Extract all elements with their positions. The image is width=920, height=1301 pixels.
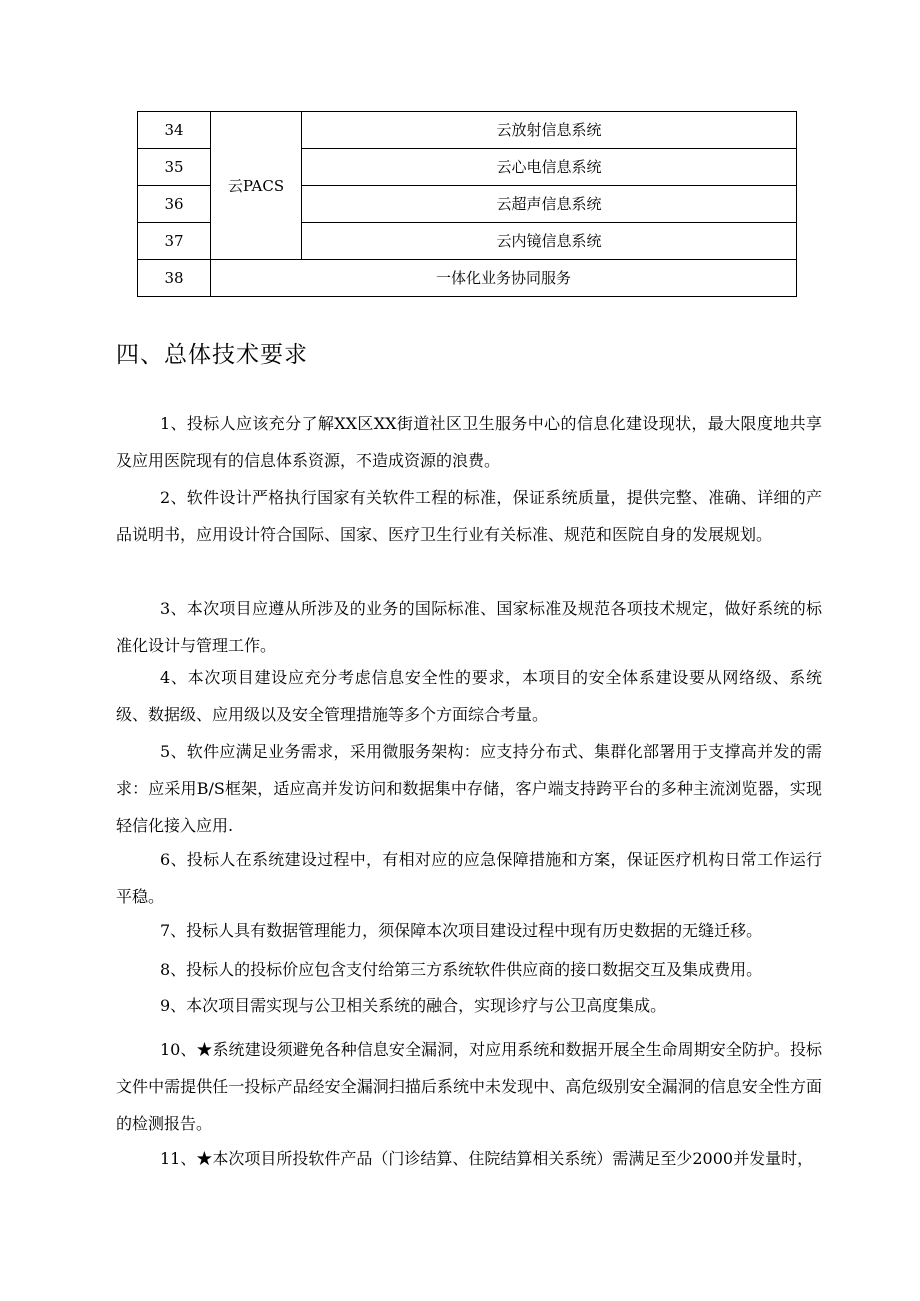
requirement-paragraph: 3、本次项目应遵从所涉及的业务的国际标准、国家标准及规范各项技术规定，做好系统的标准化设计与管理工作。	[116, 599, 822, 655]
requirement-paragraph: 7、投标人具有数据管理能力，须保障本次项目建设过程中现有历史数据的无缝迁移。	[160, 921, 763, 940]
requirement-paragraph: 6、投标人在系统建设过程中，有相对应的应急保障措施和方案，保证医疗机构日常工作运行平稳。	[116, 850, 822, 906]
table-row	[138, 260, 797, 297]
requirement-paragraph: 8、投标人的投标价应包含支付给第三方系统软件供应商的接口数据交互及集成费用。	[160, 960, 763, 979]
requirement-paragraph: 1、投标人应该充分了解XX区XX街道社区卫生服务中心的信息化建设现状，最大限度地共享及应用医院现有的信息体系资源，不造成资源的浪费。	[116, 414, 822, 470]
requirement-paragraph: 9、本次项目需实现与公卫相关系统的融合，实现诊疗与公卫高度集成。	[160, 996, 667, 1015]
requirement-paragraph: 4、本次项目建设应充分考虑信息安全性的要求，本项目的安全体系建设要从网络级、系统级、数据级、应用级以及安全管理措施等多个方面综合考量。	[116, 668, 822, 724]
group-label-cell: 云PACS	[211, 112, 302, 260]
requirement-paragraph: 2、软件设计严格执行国家有关软件工程的标准，保证系统质量，提供完整、准确、详细的产品说明书，应用设计符合国际、国家、医疗卫生行业有关标准、规范和医院自身的发展规划。	[116, 488, 822, 544]
row-number: 34	[138, 112, 211, 149]
system-name: 云心电信息系统	[302, 149, 797, 186]
row-number: 36	[138, 186, 211, 223]
system-name: 云内镜信息系统	[302, 223, 797, 260]
system-list-table	[137, 111, 797, 297]
system-name: 云超声信息系统	[302, 186, 797, 223]
system-name: 云放射信息系统	[302, 112, 797, 149]
section-heading: 四、总体技术要求	[116, 342, 308, 368]
row-number: 37	[138, 223, 211, 260]
row-number: 35	[138, 149, 211, 186]
system-name: 一体化业务协同服务	[211, 260, 797, 297]
table-row	[138, 112, 797, 149]
requirement-paragraph: 11、★本次项目所投软件产品（门诊结算、住院结算相关系统）需满足至少2000并发量时，	[160, 1149, 814, 1168]
requirement-paragraph: 5、软件应满足业务需求，采用微服务架构：应支持分布式、集群化部署用于支撑高并发的需求：应采用B/S框架，适应高并发访问和数据集中存储，客户端支持跨平台的多种主流浏览器，实现轻信化接入应用.	[116, 742, 822, 835]
requirement-paragraph: 10、★系统建设须避免各种信息安全漏洞，对应用系统和数据开展全生命周期安全防护。投标文件中需提供任一投标产品经安全漏洞扫描后系统中未发现中、高危级别安全漏洞的信息安全性方面的检测报告。	[116, 1040, 822, 1133]
row-number: 38	[138, 260, 211, 297]
